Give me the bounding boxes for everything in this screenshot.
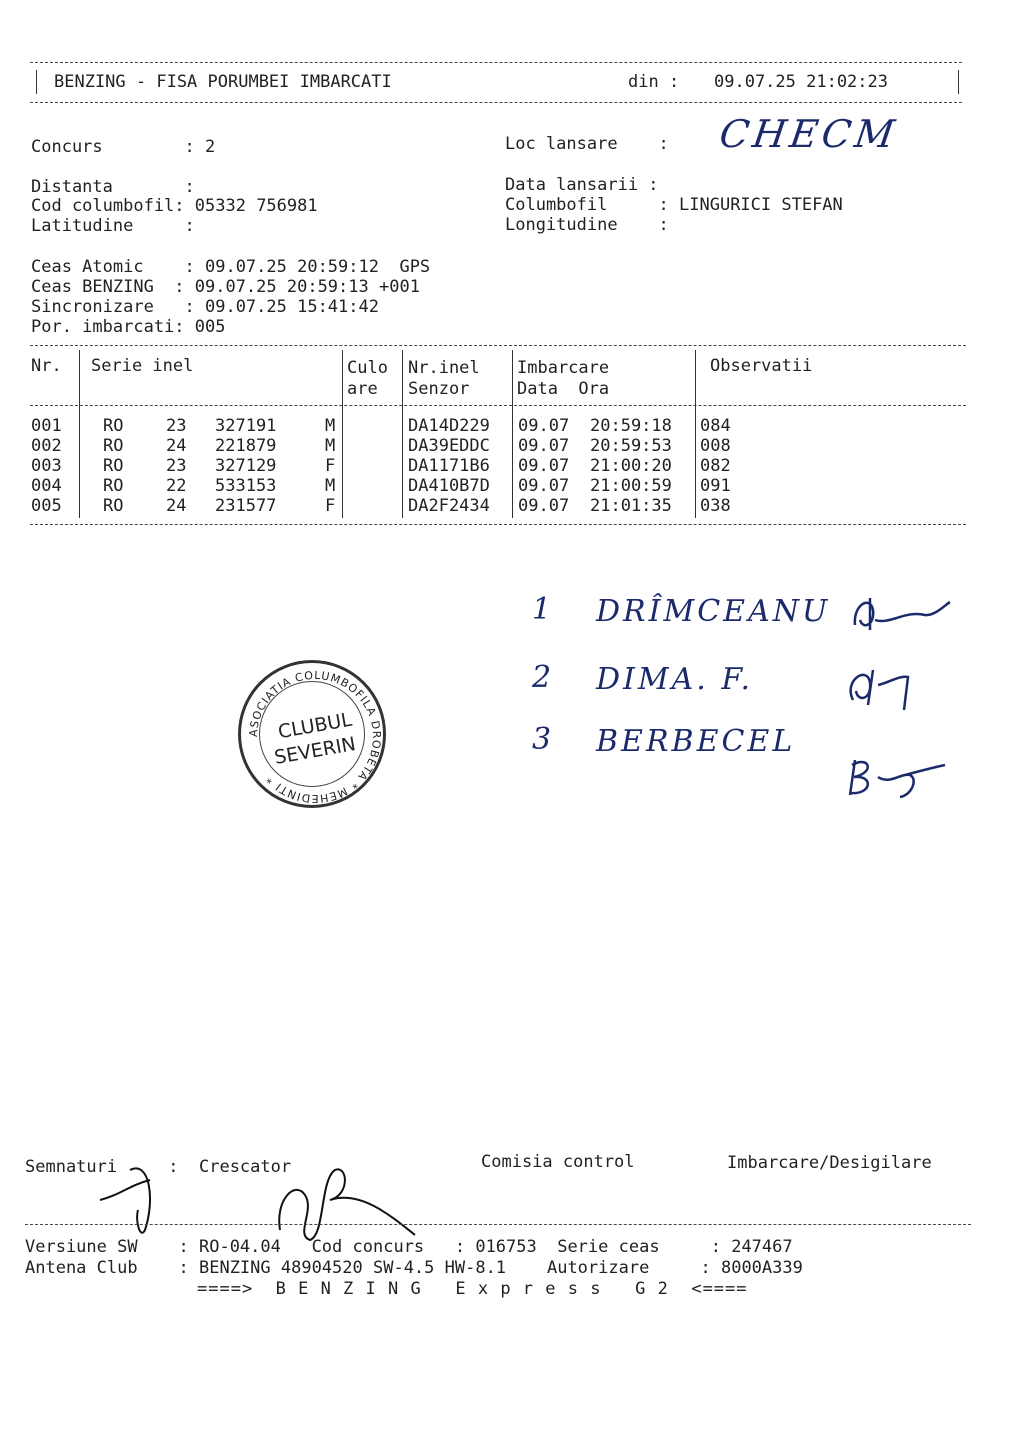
- row-sex: F: [325, 456, 336, 476]
- row-date: 09.07: [518, 436, 570, 456]
- row-country: RO: [103, 416, 124, 436]
- porumbei-imbarcati: Por. imbarcati: 005: [31, 317, 226, 337]
- sincronizare: Sincronizare : 09.07.25 15:41:42: [31, 297, 379, 317]
- header-imbarcare: Imbarcare: [517, 358, 610, 378]
- header-culoare-1: Culo: [347, 358, 388, 378]
- row-time: 20:59:53: [590, 436, 672, 456]
- row-observatii: 091: [700, 476, 731, 496]
- row-sex: M: [325, 436, 336, 456]
- header-left-border: [36, 70, 37, 94]
- row-year: 24: [166, 496, 187, 516]
- row-sex: M: [325, 416, 336, 436]
- row-country: RO: [103, 496, 124, 516]
- row-country: RO: [103, 476, 124, 496]
- row-nr: 005: [31, 496, 62, 516]
- imbarcare-desigilare: Imbarcare/Desigilare: [727, 1153, 932, 1173]
- row-observatii: 082: [700, 456, 731, 476]
- handwritten-number: 2: [532, 660, 552, 695]
- row-time: 21:01:35: [590, 496, 672, 516]
- stamp-ring-text: ASOCIATIA COLUMBOFILA DROBETA * MEHEDINTI *: [246, 668, 384, 806]
- issued-label: din :: [628, 72, 680, 92]
- header-culoare-2: are: [347, 379, 378, 399]
- row-time: 21:00:59: [590, 476, 672, 496]
- antena-club-row: Antena Club : BENZING 48904520 SW-4.5 HW-8.1 Autorizare : 8000A339: [25, 1258, 803, 1278]
- row-date: 09.07: [518, 496, 570, 516]
- ceas-benzing: Ceas BENZING : 09.07.25 20:59:13 +001: [31, 277, 420, 297]
- versiune-sw-row: Versiune SW : RO-04.04 Cod concurs : 016753 Serie ceas : 247467: [25, 1237, 793, 1257]
- row-sensor: DA410B7D: [408, 476, 490, 496]
- col-divider: [695, 350, 696, 518]
- columbofil-value: LINGURICI STEFAN: [679, 195, 843, 215]
- row-year: 22: [166, 476, 187, 496]
- row-country: RO: [103, 436, 124, 456]
- issued-datetime: 09.07.25 21:02:23: [714, 72, 888, 92]
- row-ring-number: 327191: [215, 416, 277, 436]
- header-data-ora: Data Ora: [517, 379, 610, 399]
- handwritten-number: 3: [532, 722, 552, 757]
- header-senzor: Senzor: [408, 379, 470, 399]
- benzing-express-banner: ====> B E N Z I N G E x p r e s s G 2 <====: [197, 1279, 748, 1299]
- header-nr-inel: Nr.inel: [408, 358, 480, 378]
- data-lansarii-label: Data lansarii :: [505, 175, 659, 195]
- row-sensor: DA2F2434: [408, 496, 490, 516]
- cod-columbofil-row: Cod columbofil: 05332 756981: [31, 196, 318, 216]
- signature-2: [838, 655, 928, 715]
- row-date: 09.07: [518, 416, 570, 436]
- columbofil-row: Columbofil : LINGURICI STEFAN: [505, 195, 843, 215]
- table-bottom-rule: [30, 524, 966, 525]
- header-bottom-rule: [30, 102, 962, 103]
- loc-lansare-handwritten: CHECM: [716, 112, 902, 156]
- row-sensor: DA39EDDC: [408, 436, 490, 456]
- row-ring-number: 231577: [215, 496, 277, 516]
- row-year: 23: [166, 416, 187, 436]
- comisia-control: Comisia control: [481, 1152, 635, 1172]
- latitudine-label: Latitudine :: [31, 216, 195, 236]
- header-top-rule: [30, 62, 962, 63]
- handwritten-number: 1: [532, 592, 552, 627]
- row-nr: 003: [31, 456, 62, 476]
- row-year: 23: [166, 456, 187, 476]
- row-sensor: DA14D229: [408, 416, 490, 436]
- table-top-rule: [30, 345, 966, 346]
- header-right-border: [958, 70, 959, 94]
- distanta-label: Distanta :: [31, 177, 195, 197]
- col-divider: [402, 350, 403, 518]
- row-observatii: 084: [700, 416, 731, 436]
- cod-columbofil-value: 05332 756981: [194, 196, 318, 216]
- loc-lansare-label: Loc lansare :: [505, 134, 669, 154]
- header-observatii: Observatii: [710, 356, 813, 376]
- signature-1: [845, 590, 955, 640]
- crescator-signature: [80, 1140, 420, 1250]
- row-time: 21:00:20: [590, 456, 672, 476]
- table-header-rule: [30, 405, 966, 406]
- semnaturi-row: Semnaturi : Crescator: [25, 1157, 292, 1177]
- row-year: 24: [166, 436, 187, 456]
- signature-3: [840, 745, 950, 805]
- document-title: BENZING - FISA PORUMBEI IMBARCATI: [54, 72, 392, 92]
- row-nr: 001: [31, 416, 62, 436]
- row-country: RO: [103, 456, 124, 476]
- row-ring-number: 221879: [215, 436, 277, 456]
- row-sex: F: [325, 496, 336, 516]
- row-observatii: 008: [700, 436, 731, 456]
- longitudine-label: Longitudine :: [505, 215, 669, 235]
- row-ring-number: 327129: [215, 456, 277, 476]
- row-date: 09.07: [518, 456, 570, 476]
- concurs-value: 2: [205, 137, 216, 157]
- row-time: 20:59:18: [590, 416, 672, 436]
- handwritten-name: DIMA. F.: [596, 662, 754, 697]
- stamp-line-2: SEVERIN: [272, 733, 358, 769]
- row-date: 09.07: [518, 476, 570, 496]
- club-stamp: [238, 660, 386, 808]
- footer-rule: [25, 1224, 971, 1225]
- col-divider: [512, 350, 513, 518]
- row-nr: 002: [31, 436, 62, 456]
- row-observatii: 038: [700, 496, 731, 516]
- ceas-atomic: Ceas Atomic : 09.07.25 20:59:12 GPS: [31, 257, 431, 277]
- row-nr: 004: [31, 476, 62, 496]
- header-serie-inel: Serie inel: [91, 356, 194, 376]
- row-sensor: DA1171B6: [408, 456, 490, 476]
- concurs-label: Concurs : 2: [31, 137, 216, 157]
- col-divider: [342, 350, 343, 518]
- handwritten-name: DRÎMCEANU: [596, 594, 831, 629]
- stamp-line-1: CLUBUL: [276, 708, 354, 744]
- col-divider: [79, 350, 80, 518]
- handwritten-name: BERBECEL: [596, 724, 796, 759]
- header-nr: Nr.: [31, 356, 62, 376]
- row-ring-number: 533153: [215, 476, 277, 496]
- row-sex: M: [325, 476, 336, 496]
